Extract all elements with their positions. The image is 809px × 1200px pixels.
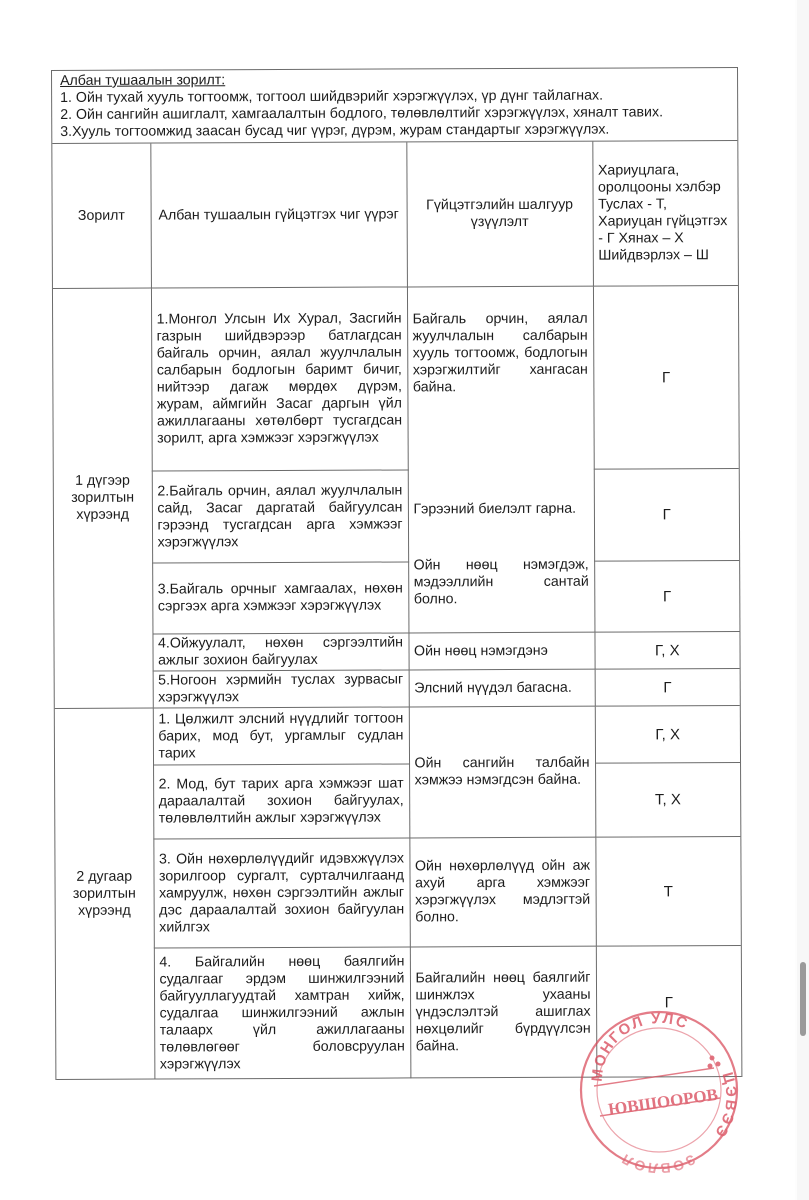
stamp-middle-text: ЮВШООРОВ bbox=[606, 1084, 719, 1120]
duty-cell: 2. Мод, бут тарих арга хэмжээг шат дараалалтай зохион байгуулах, төлөвлөлтийн ажлыг хэрэгжүүлэх bbox=[153, 764, 409, 839]
duty-cell: 3. Ойн нөхөрлөлүүдийг идэвхжүүлэх зорилгоор сургалт, сурталчилгаанд хамруулж, нөхөн сэргээлтийн ажлыг дэс дараалалтай зохион байгуулан хийлгэх bbox=[153, 838, 409, 948]
criteria-merged-cell bbox=[407, 286, 595, 633]
responsibility-cell: Г bbox=[593, 286, 739, 470]
responsibility-cell: Г bbox=[596, 945, 742, 1077]
scrollbar-thumb[interactable] bbox=[800, 962, 806, 1036]
criteria-merged-cell: Ойн сангийн талбайн хэмжээ нэмэгдсэн байна. bbox=[409, 706, 596, 838]
criteria-cell: Ойн нөөц нэмэгдэнэ bbox=[408, 632, 594, 670]
criteria-cell: Ойн нөхөрлөлүүд ойн аж ахуй арга хэмжээг хэрэгжүүлэх мэдлэгтэй болно. bbox=[409, 837, 595, 947]
duty-cell: 2.Байгаль орчин, аялал жуулчлалын сайд, Засаг даргатай байгуулсан гэрээнд тусгагдсан арга хэмжээг хэрэгжүүлэх bbox=[152, 470, 408, 563]
header-duty: Албан тушаалын гүйцэтгэх чиг үүрэг bbox=[150, 142, 407, 288]
responsibility-cell: Т bbox=[595, 836, 740, 946]
purpose-item: 3.Хууль тогтоомжид заасан бусад чиг үүрэг, дүрэм, журам стандартыг хэрэгжүүлэх. bbox=[60, 121, 610, 140]
table-row bbox=[55, 706, 740, 766]
vertical-scrollbar[interactable] bbox=[797, 0, 809, 1200]
table-row bbox=[56, 945, 742, 1079]
duty-cell: 4. Байгалийн нөөц баялгийн судалгааг эрдэм шинжилгээний байгууллагуудтай хамтран хийж, судалгаа шинжилгээний ажлын талаарх үйл ажиллагааны төлөвлөгөөг боловсруулан хэрэгжүүлэх bbox=[154, 947, 411, 1079]
criteria-text: Гэрээний биелэлт гарна. bbox=[413, 500, 577, 518]
criteria-text: Байгаль орчин, аялал жуулчлалын салбарын хууль тогтоомж, бодлогын хэрэгжилтийг хангасан байна. bbox=[412, 310, 588, 396]
stamp-side-text: ЦЭВЭЭ bbox=[710, 1070, 740, 1142]
goal-1-label: 1 дүгээр зорилтын хүрээнд bbox=[53, 288, 153, 708]
duty-cell: 4.Ойжуулалт, нөхөн сэргээлтийн ажлыг зохион байгуулах bbox=[152, 633, 408, 671]
position-purpose-section bbox=[52, 68, 737, 144]
purpose-title: Албан тушаалын зорилт: bbox=[60, 72, 226, 89]
responsibility-cell: Г bbox=[595, 669, 740, 707]
responsibility-cell: Г, Х bbox=[594, 632, 739, 670]
goal-2-label: 2 дугаар зорилтын хүрээнд bbox=[55, 708, 155, 1079]
table-header-row bbox=[52, 141, 738, 288]
header-responsibility: Хариуцлага, оролцооны хэлбэр Туслах - Т, Хариуцан гүйцэтгэх - Г Хянах – Х Шийдвэрлэх – Ш bbox=[592, 141, 738, 286]
table-row bbox=[54, 561, 739, 635]
table-row bbox=[55, 763, 740, 840]
criteria-cell: Элсний нүүдэл багасна. bbox=[409, 669, 595, 707]
header-goal: Зорилт bbox=[52, 144, 151, 289]
purpose-item: 2. Ойн сангийн ашиглалт, хамгаалалтын бодлого, төлөвлөлтийг хэрэгжүүлэх, хяналт тавих. bbox=[60, 104, 664, 123]
responsibility-cell: Г, Х bbox=[595, 706, 740, 764]
table-row bbox=[55, 836, 740, 948]
table-row bbox=[55, 669, 740, 709]
stamp-bottom-text: ЗӨВЛӨЛ bbox=[617, 1150, 699, 1174]
header-criteria: Гүйцэтгэлийн шалгуур үзүүлэлт bbox=[406, 142, 593, 287]
duties-table bbox=[52, 141, 741, 1080]
duty-cell: 5.Ногоон хэрмийн туслах зурвасыг хэрэгжүүлэх bbox=[153, 670, 409, 708]
job-description-table bbox=[51, 67, 742, 1080]
responsibility-cell: Г bbox=[594, 561, 739, 633]
criteria-text: Ойн нөөц нэмэгдэж, мэдээллийн сантай болно. bbox=[413, 556, 589, 608]
responsibility-cell: Т, Х bbox=[595, 763, 740, 838]
stamp-top-text: МОНГОЛ УЛС bbox=[588, 1009, 692, 1083]
table-row bbox=[54, 469, 739, 564]
criteria-cell: Байгалийн нөөц баялгийг шинжлэх ухааны үндэслэлтэй ашиглах нөхцөлийг бүрдүүлсэн байна. bbox=[410, 946, 597, 1078]
purpose-item: 1. Ойн тухай хууль тогтоомж, тогтоол шийдвэрийг хэрэгжүүлэх, үр дүнг тайлагнах. bbox=[60, 87, 604, 106]
table-row bbox=[54, 632, 739, 672]
responsibility-cell: Г bbox=[594, 469, 739, 562]
duty-cell: 3.Байгаль орчныг хамгаалах, нөхөн сэргээх арга хэмжээг хэрэгжүүлэх bbox=[152, 562, 408, 634]
table-row bbox=[53, 286, 739, 472]
duty-cell: 1.Монгол Улсын Их Хурал, Засгийн газрын шийдвэрээр батлагдсан байгаль орчин, аялал жуулчлалын салбарын бодлогын баримт бичиг, нийтээр дагаж мөрдөх дүрэм, журам, аймгийн Засаг даргын үйл ажиллагааны хөтөлбөрт тусгагдсан зорилт, арга хэмжээг хэрэгжүүлэх bbox=[151, 287, 408, 471]
duty-cell: 1. Цөлжилт элсний нүүдлийг тогтоон барих, мод бут, ургамлыг судлан тарих bbox=[153, 707, 409, 765]
